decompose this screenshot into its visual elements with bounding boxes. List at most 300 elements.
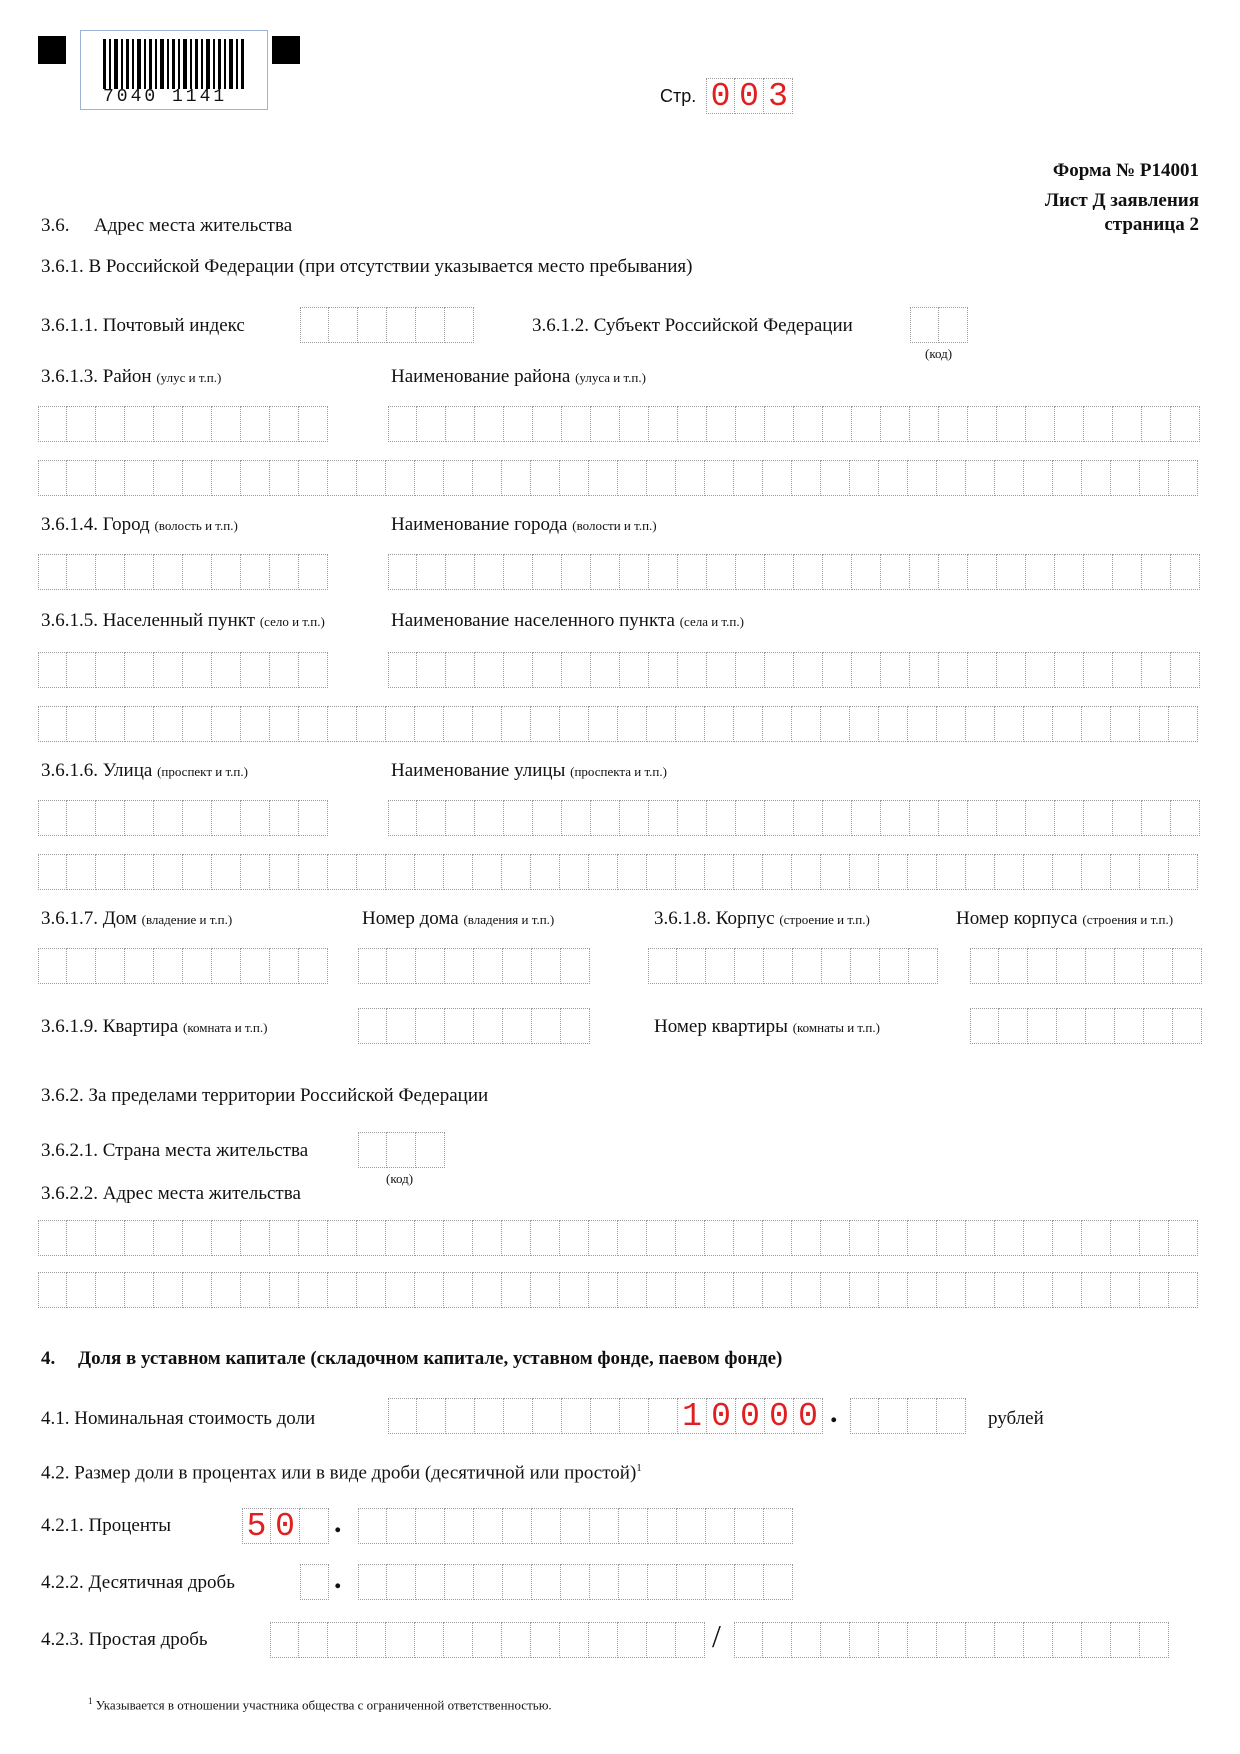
input-cell[interactable]	[241, 406, 270, 442]
input-cell[interactable]	[997, 554, 1026, 590]
input-cell[interactable]	[38, 706, 67, 742]
input-cell[interactable]	[562, 554, 591, 590]
input-cell[interactable]	[560, 460, 589, 496]
input-cell[interactable]	[125, 706, 154, 742]
input-cell[interactable]	[620, 800, 649, 836]
input-cell[interactable]	[386, 460, 415, 496]
input-cell[interactable]	[649, 800, 678, 836]
input-cell[interactable]	[1055, 800, 1084, 836]
input-cell[interactable]	[591, 800, 620, 836]
input-cell[interactable]	[96, 1220, 125, 1256]
input-cell[interactable]	[999, 948, 1028, 984]
input-cell[interactable]	[473, 460, 502, 496]
input-cell[interactable]	[706, 1508, 735, 1544]
input-cell[interactable]	[1111, 460, 1140, 496]
input-cell[interactable]	[1024, 1622, 1053, 1658]
input-cell[interactable]	[910, 652, 939, 688]
input-cell[interactable]	[880, 948, 909, 984]
input-cell[interactable]	[299, 652, 328, 688]
input-cell[interactable]	[532, 1008, 561, 1044]
input-cell[interactable]	[676, 460, 705, 496]
input-cell[interactable]	[183, 460, 212, 496]
input-cell[interactable]	[386, 1622, 415, 1658]
input-cell[interactable]	[910, 800, 939, 836]
decimal-fraction-integer-input[interactable]	[300, 1564, 329, 1600]
input-cell[interactable]	[328, 854, 357, 890]
input-cell[interactable]	[1024, 1272, 1053, 1308]
input-cell[interactable]	[764, 1564, 793, 1600]
input-cell[interactable]	[966, 854, 995, 890]
input-cell[interactable]	[125, 948, 154, 984]
input-cell[interactable]	[678, 652, 707, 688]
input-cell[interactable]	[473, 706, 502, 742]
input-cell[interactable]	[794, 554, 823, 590]
input-cell[interactable]	[154, 948, 183, 984]
input-cell[interactable]	[707, 554, 736, 590]
input-cell[interactable]	[1169, 1220, 1198, 1256]
input-cell[interactable]	[590, 1564, 619, 1600]
input-cell[interactable]	[1113, 652, 1142, 688]
input-cell[interactable]	[212, 406, 241, 442]
input-cell[interactable]	[388, 652, 417, 688]
input-cell[interactable]	[561, 1008, 590, 1044]
input-cell[interactable]	[734, 706, 763, 742]
input-cell[interactable]	[910, 307, 939, 343]
input-cell[interactable]	[270, 1220, 299, 1256]
input-cell[interactable]	[850, 706, 879, 742]
input-cell[interactable]	[1057, 948, 1086, 984]
input-cell[interactable]	[357, 706, 386, 742]
input-cell[interactable]	[736, 652, 765, 688]
input-cell[interactable]	[444, 460, 473, 496]
input-cell[interactable]	[763, 706, 792, 742]
input-cell[interactable]	[705, 1272, 734, 1308]
input-cell[interactable]	[183, 406, 212, 442]
postal-index-input[interactable]	[300, 307, 474, 343]
input-cell[interactable]	[968, 652, 997, 688]
input-cell[interactable]	[96, 406, 125, 442]
input-cell[interactable]	[241, 1220, 270, 1256]
nominal-value-kopecks[interactable]	[850, 1398, 966, 1434]
building-number-input[interactable]	[970, 948, 1202, 984]
input-cell[interactable]	[1024, 1220, 1053, 1256]
input-cell[interactable]	[358, 1132, 387, 1168]
input-cell[interactable]	[270, 652, 299, 688]
input-cell[interactable]	[502, 706, 531, 742]
input-cell[interactable]	[446, 652, 475, 688]
input-cell[interactable]	[503, 1008, 532, 1044]
apartment-number-input[interactable]	[970, 1008, 1202, 1044]
input-cell[interactable]	[794, 652, 823, 688]
input-cell[interactable]	[939, 406, 968, 442]
subject-code-input[interactable]	[910, 307, 968, 343]
input-cell[interactable]	[823, 406, 852, 442]
input-cell[interactable]	[241, 652, 270, 688]
input-cell[interactable]	[937, 460, 966, 496]
input-cell[interactable]	[968, 800, 997, 836]
input-cell[interactable]	[995, 1220, 1024, 1256]
input-cell[interactable]	[67, 706, 96, 742]
input-cell[interactable]	[1053, 1272, 1082, 1308]
input-cell[interactable]	[620, 406, 649, 442]
input-cell[interactable]	[764, 948, 793, 984]
input-cell[interactable]	[821, 1272, 850, 1308]
input-cell[interactable]	[475, 1398, 504, 1434]
input-cell[interactable]	[387, 1008, 416, 1044]
input-cell[interactable]	[358, 1008, 387, 1044]
input-cell[interactable]	[357, 1272, 386, 1308]
input-cell[interactable]	[591, 406, 620, 442]
foreign-address-input-2[interactable]	[38, 1272, 1198, 1308]
input-cell[interactable]	[707, 652, 736, 688]
district-type-input[interactable]	[38, 406, 328, 442]
input-cell[interactable]	[270, 554, 299, 590]
input-cell[interactable]	[1082, 854, 1111, 890]
input-cell[interactable]	[183, 706, 212, 742]
input-cell[interactable]	[705, 1220, 734, 1256]
input-cell[interactable]	[212, 706, 241, 742]
input-cell[interactable]	[183, 854, 212, 890]
input-cell[interactable]	[241, 706, 270, 742]
input-cell[interactable]	[1057, 1008, 1086, 1044]
input-cell[interactable]	[328, 1220, 357, 1256]
input-cell[interactable]	[676, 706, 705, 742]
input-cell[interactable]	[474, 948, 503, 984]
input-cell[interactable]	[417, 406, 446, 442]
input-cell[interactable]	[96, 554, 125, 590]
input-cell[interactable]	[474, 1008, 503, 1044]
input-cell[interactable]	[908, 706, 937, 742]
input-cell[interactable]	[1111, 1622, 1140, 1658]
input-cell[interactable]: 0	[271, 1508, 300, 1544]
input-cell[interactable]	[358, 1508, 387, 1544]
input-cell[interactable]	[502, 1622, 531, 1658]
district-name-input-1[interactable]	[388, 406, 1200, 442]
input-cell[interactable]	[908, 1622, 937, 1658]
input-cell[interactable]	[706, 1564, 735, 1600]
input-cell[interactable]	[879, 1220, 908, 1256]
input-cell[interactable]	[705, 460, 734, 496]
input-cell[interactable]	[212, 800, 241, 836]
input-cell[interactable]	[647, 1622, 676, 1658]
input-cell[interactable]	[591, 554, 620, 590]
input-cell[interactable]	[561, 1564, 590, 1600]
input-cell[interactable]	[1140, 1272, 1169, 1308]
input-cell[interactable]	[764, 1508, 793, 1544]
input-cell[interactable]	[676, 1622, 705, 1658]
input-cell[interactable]	[734, 854, 763, 890]
input-cell[interactable]	[502, 1272, 531, 1308]
input-cell[interactable]	[444, 1622, 473, 1658]
percent-fraction-input[interactable]	[358, 1508, 793, 1544]
input-cell[interactable]	[968, 554, 997, 590]
input-cell[interactable]	[676, 1272, 705, 1308]
input-cell[interactable]	[328, 460, 357, 496]
input-cell[interactable]	[358, 948, 387, 984]
input-cell[interactable]	[589, 1272, 618, 1308]
input-cell[interactable]	[1082, 460, 1111, 496]
input-cell[interactable]	[1084, 406, 1113, 442]
input-cell[interactable]	[532, 948, 561, 984]
input-cell[interactable]	[125, 554, 154, 590]
input-cell[interactable]	[678, 406, 707, 442]
input-cell[interactable]	[995, 1272, 1024, 1308]
input-cell[interactable]	[561, 1508, 590, 1544]
input-cell[interactable]	[417, 554, 446, 590]
city-name-input[interactable]	[388, 554, 1200, 590]
input-cell[interactable]	[386, 1272, 415, 1308]
input-cell[interactable]	[241, 800, 270, 836]
input-cell[interactable]	[937, 1622, 966, 1658]
input-cell[interactable]	[1169, 706, 1198, 742]
input-cell[interactable]	[387, 948, 416, 984]
input-cell[interactable]	[502, 854, 531, 890]
input-cell[interactable]	[1142, 800, 1171, 836]
input-cell[interactable]	[647, 854, 676, 890]
input-cell[interactable]	[358, 307, 387, 343]
input-cell[interactable]	[96, 854, 125, 890]
input-cell[interactable]	[1171, 800, 1200, 836]
input-cell[interactable]	[417, 1398, 446, 1434]
input-cell[interactable]	[735, 1508, 764, 1544]
input-cell[interactable]	[937, 1398, 966, 1434]
input-cell[interactable]	[504, 800, 533, 836]
input-cell[interactable]	[475, 554, 504, 590]
input-cell[interactable]	[473, 1622, 502, 1658]
input-cell[interactable]	[299, 800, 328, 836]
house-number-input[interactable]	[358, 948, 590, 984]
input-cell[interactable]	[357, 854, 386, 890]
input-cell[interactable]	[648, 948, 677, 984]
input-cell[interactable]	[1053, 854, 1082, 890]
input-cell[interactable]	[241, 460, 270, 496]
input-cell[interactable]	[879, 1622, 908, 1658]
input-cell[interactable]	[531, 460, 560, 496]
input-cell[interactable]	[475, 800, 504, 836]
input-cell[interactable]	[125, 1272, 154, 1308]
input-cell[interactable]	[1171, 652, 1200, 688]
input-cell[interactable]	[649, 1398, 678, 1434]
input-cell[interactable]	[504, 406, 533, 442]
input-cell[interactable]	[96, 1272, 125, 1308]
input-cell[interactable]	[1082, 1220, 1111, 1256]
input-cell[interactable]	[763, 1220, 792, 1256]
input-cell[interactable]	[677, 948, 706, 984]
house-type-input[interactable]	[38, 948, 328, 984]
input-cell[interactable]	[67, 460, 96, 496]
input-cell[interactable]	[417, 652, 446, 688]
input-cell[interactable]	[328, 706, 357, 742]
input-cell[interactable]	[446, 800, 475, 836]
input-cell[interactable]	[648, 1508, 677, 1544]
input-cell[interactable]	[908, 1220, 937, 1256]
input-cell[interactable]	[879, 460, 908, 496]
input-cell[interactable]	[1053, 706, 1082, 742]
input-cell[interactable]	[358, 1564, 387, 1600]
input-cell[interactable]	[1144, 1008, 1173, 1044]
input-cell[interactable]	[388, 554, 417, 590]
building-type-input[interactable]	[648, 948, 938, 984]
input-cell[interactable]	[183, 800, 212, 836]
input-cell[interactable]	[1173, 1008, 1202, 1044]
input-cell[interactable]	[995, 460, 1024, 496]
input-cell[interactable]	[908, 1398, 937, 1434]
input-cell[interactable]	[444, 1272, 473, 1308]
input-cell[interactable]	[270, 800, 299, 836]
input-cell[interactable]	[212, 1220, 241, 1256]
input-cell[interactable]	[1053, 1220, 1082, 1256]
input-cell[interactable]	[445, 948, 474, 984]
input-cell[interactable]	[125, 1220, 154, 1256]
input-cell[interactable]	[908, 1272, 937, 1308]
input-cell[interactable]	[939, 307, 968, 343]
input-cell[interactable]	[415, 460, 444, 496]
input-cell[interactable]	[1115, 948, 1144, 984]
input-cell[interactable]	[445, 307, 474, 343]
input-cell[interactable]	[649, 652, 678, 688]
input-cell[interactable]	[388, 406, 417, 442]
input-cell[interactable]	[444, 706, 473, 742]
input-cell[interactable]	[270, 1272, 299, 1308]
input-cell[interactable]	[67, 854, 96, 890]
input-cell[interactable]: 0	[765, 1398, 794, 1434]
input-cell[interactable]	[879, 706, 908, 742]
input-cell[interactable]	[1140, 1220, 1169, 1256]
input-cell[interactable]	[1082, 1622, 1111, 1658]
input-cell[interactable]	[446, 1398, 475, 1434]
input-cell[interactable]	[386, 1220, 415, 1256]
input-cell[interactable]	[154, 652, 183, 688]
input-cell[interactable]	[1113, 554, 1142, 590]
input-cell[interactable]	[299, 706, 328, 742]
country-code-input[interactable]	[358, 1132, 445, 1168]
input-cell[interactable]	[649, 406, 678, 442]
input-cell[interactable]	[183, 554, 212, 590]
input-cell[interactable]	[995, 854, 1024, 890]
input-cell[interactable]	[96, 800, 125, 836]
input-cell[interactable]	[620, 652, 649, 688]
input-cell[interactable]	[647, 706, 676, 742]
input-cell[interactable]	[417, 800, 446, 836]
input-cell[interactable]	[792, 854, 821, 890]
district-name-input-2[interactable]	[38, 460, 1198, 496]
input-cell[interactable]	[881, 800, 910, 836]
input-cell[interactable]	[793, 948, 822, 984]
input-cell[interactable]	[299, 1220, 328, 1256]
input-cell[interactable]	[533, 652, 562, 688]
input-cell[interactable]	[1024, 854, 1053, 890]
input-cell[interactable]	[270, 706, 299, 742]
input-cell[interactable]	[416, 1564, 445, 1600]
input-cell[interactable]	[1026, 406, 1055, 442]
input-cell[interactable]	[1024, 706, 1053, 742]
input-cell[interactable]	[533, 800, 562, 836]
input-cell[interactable]	[618, 1622, 647, 1658]
input-cell[interactable]	[154, 406, 183, 442]
input-cell[interactable]	[850, 1622, 879, 1658]
input-cell[interactable]	[706, 948, 735, 984]
city-type-input[interactable]	[38, 554, 328, 590]
input-cell[interactable]	[939, 800, 968, 836]
input-cell[interactable]	[299, 854, 328, 890]
input-cell[interactable]	[792, 1272, 821, 1308]
input-cell[interactable]	[676, 1220, 705, 1256]
input-cell[interactable]	[707, 406, 736, 442]
input-cell[interactable]	[968, 406, 997, 442]
input-cell[interactable]	[821, 460, 850, 496]
input-cell[interactable]	[1055, 406, 1084, 442]
input-cell[interactable]	[1142, 652, 1171, 688]
input-cell[interactable]	[995, 706, 1024, 742]
input-cell[interactable]	[619, 1508, 648, 1544]
input-cell[interactable]	[879, 1272, 908, 1308]
input-cell[interactable]	[446, 554, 475, 590]
input-cell[interactable]	[881, 554, 910, 590]
input-cell[interactable]	[154, 854, 183, 890]
input-cell[interactable]	[560, 1622, 589, 1658]
input-cell[interactable]	[154, 1220, 183, 1256]
input-cell[interactable]	[357, 1622, 386, 1658]
input-cell[interactable]	[1169, 460, 1198, 496]
input-cell[interactable]	[647, 1220, 676, 1256]
input-cell[interactable]	[299, 1622, 328, 1658]
input-cell[interactable]	[67, 1272, 96, 1308]
input-cell[interactable]	[678, 554, 707, 590]
input-cell[interactable]	[357, 1220, 386, 1256]
input-cell[interactable]	[504, 554, 533, 590]
input-cell[interactable]	[589, 706, 618, 742]
input-cell[interactable]	[270, 854, 299, 890]
input-cell[interactable]	[734, 1622, 763, 1658]
input-cell[interactable]	[475, 652, 504, 688]
input-cell[interactable]	[1055, 652, 1084, 688]
input-cell[interactable]	[852, 406, 881, 442]
input-cell[interactable]	[183, 652, 212, 688]
input-cell[interactable]	[734, 1220, 763, 1256]
input-cell[interactable]	[1140, 854, 1169, 890]
input-cell[interactable]	[1171, 554, 1200, 590]
input-cell[interactable]	[852, 554, 881, 590]
input-cell[interactable]	[562, 1398, 591, 1434]
input-cell[interactable]	[966, 706, 995, 742]
input-cell[interactable]	[38, 1272, 67, 1308]
input-cell[interactable]	[531, 854, 560, 890]
input-cell[interactable]	[475, 406, 504, 442]
input-cell[interactable]	[734, 460, 763, 496]
input-cell[interactable]	[474, 1564, 503, 1600]
input-cell[interactable]	[792, 1622, 821, 1658]
input-cell[interactable]	[444, 854, 473, 890]
input-cell[interactable]	[999, 1008, 1028, 1044]
input-cell[interactable]	[736, 554, 765, 590]
input-cell[interactable]	[649, 554, 678, 590]
input-cell[interactable]	[388, 1398, 417, 1434]
input-cell[interactable]	[910, 406, 939, 442]
input-cell[interactable]	[734, 1272, 763, 1308]
input-cell[interactable]	[38, 854, 67, 890]
input-cell[interactable]	[619, 1564, 648, 1600]
input-cell[interactable]	[648, 1564, 677, 1600]
input-cell[interactable]	[647, 460, 676, 496]
input-cell[interactable]	[560, 854, 589, 890]
foreign-address-input-1[interactable]	[38, 1220, 1198, 1256]
input-cell[interactable]	[1142, 554, 1171, 590]
input-cell[interactable]	[125, 406, 154, 442]
input-cell[interactable]	[1082, 1272, 1111, 1308]
input-cell[interactable]	[618, 706, 647, 742]
input-cell[interactable]	[1171, 406, 1200, 442]
input-cell[interactable]	[387, 307, 416, 343]
